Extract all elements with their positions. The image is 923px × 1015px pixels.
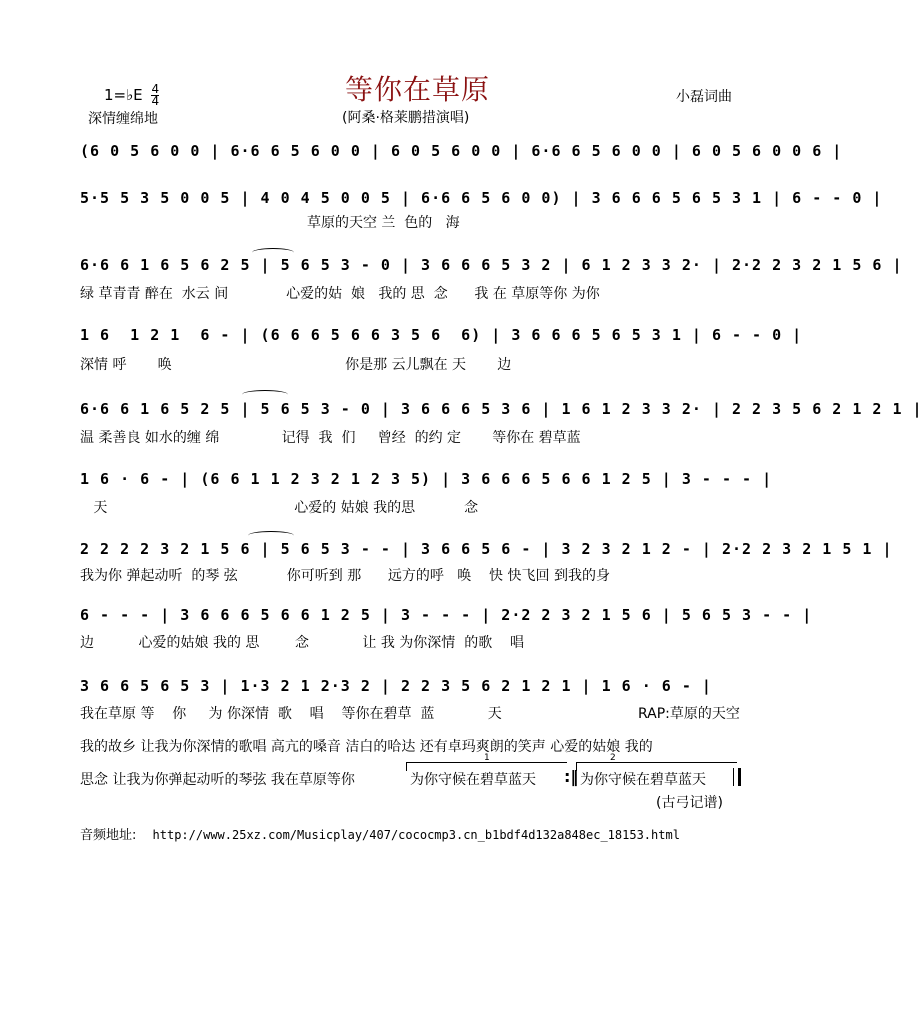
repeat-sign: :‖ xyxy=(564,767,579,786)
notation-row-4: 1 6 1 2 1 6 - | (6 6 6 5 6 6 3 5 6 6) | 3 6 6 6 5 6 5 3 1 | 6 - - 0 | xyxy=(80,326,803,344)
notation-row-8: 6 - - - | 3 6 6 6 5 6 6 1 2 5 | 3 - - - | 2·2 2 3 2 1 5 6 | 5 6 5 3 - - | xyxy=(80,606,813,624)
rap-line-2: 思念 让我为你弹起动听的琴弦 我在草原等你 xyxy=(80,772,355,788)
volta-text-2: 为你守候在碧草蓝天 xyxy=(580,772,706,788)
page-title: 等你在草原 xyxy=(345,73,491,106)
notation-row-9: 3 6 6 5 6 5 3 | 1·3 2 1 2·3 2 | 2 2 3 5 6 2 1 2 1 | 1 6 · 6 - | xyxy=(80,677,712,695)
volta-number-2: 2 xyxy=(610,753,616,763)
notation-row-7: 2 2 2 2 3 2 1 5 6 | 5 6 5 3 - - | 3 6 6 5 6 - | 3 2 3 2 1 2 - | 2·2 2 3 2 1 5 1 | xyxy=(80,540,893,558)
composer-credit: 小磊词曲 xyxy=(676,89,732,105)
key-label: 1=♭E xyxy=(104,86,143,104)
notation-row-1: (6 0 5 6 0 0 | 6·6 6 5 6 0 0 | 6 0 5 6 0 0 | 6·6 6 5 6 0 0 | 6 0 5 6 0 0 6 | xyxy=(80,142,843,160)
tempo-marking: 深情缠绵地 xyxy=(88,111,158,127)
lyric-row-6: 我为你 弹起动听 的琴 弦 你可听到 那 远方的呼 唤 快 快飞回 到我的身 xyxy=(80,568,610,584)
lyric-row-4: 温 柔善良 如水的缠 绵 记得 我 们 曾经 的约 定 等你在 碧草蓝 xyxy=(80,430,581,446)
audio-url-link[interactable]: http://www.25xz.com/Musicplay/407/cococmp3.cn_b1bdf4d132a848ec_18153.html xyxy=(152,828,680,842)
lyric-row-8: 我在草原 等 你 为 你深情 歌 唱 等你在碧草 蓝 天 xyxy=(80,706,502,722)
key-signature xyxy=(104,84,159,107)
notation-row-6: 1 6 · 6 - | (6 6 1 1 2 3 2 1 2 3 5) | 3 6 6 6 5 6 6 1 2 5 | 3 - - - | xyxy=(80,470,773,488)
time-bottom: 4 xyxy=(151,94,160,108)
slur xyxy=(248,531,294,540)
slur xyxy=(242,390,288,399)
audio-label: 音频地址: xyxy=(80,828,137,843)
time-top: 4 xyxy=(151,82,160,96)
lyric-row-1: 草原的天空 兰 色的 海 xyxy=(80,215,460,231)
notation-row-3: 6·6 6 1 6 5 6 2 5 | 5 6 5 3 - 0 | 3 6 6 6 5 3 2 | 6 1 2 3 3 2· | 2·2 2 3 2 1 5 6 | xyxy=(80,256,903,274)
singer-credit: (阿桑·格莱鹏措演唱) xyxy=(342,110,470,126)
lyric-row-7: 边 心爱的姑娘 我的 思 念 让 我 为你深情 的歌 唱 xyxy=(80,635,525,651)
notation-row-5: 6·6 6 1 6 5 2 5 | 5 6 5 3 - 0 | 3 6 6 6 5 3 6 | 1 6 1 2 3 3 2· | 2 2 3 5 6 2 1 2 1 | xyxy=(80,400,923,418)
time-signature xyxy=(151,84,159,107)
transcriber-credit: (古弓记谱) xyxy=(656,795,723,811)
lyric-row-3: 深情 呼 唤 你是那 云儿飘在 天 边 xyxy=(80,357,512,373)
final-barline xyxy=(733,768,741,786)
lyric-row-2: 绿 草青青 醉在 水云 间 心爱的姑 娘 我的 思 念 我 在 草原等你 为你 xyxy=(80,286,600,302)
lyric-row-5: 天 心爱的 姑娘 我的思 念 xyxy=(80,500,479,516)
notation-row-2: 5·5 5 3 5 0 0 5 | 4 0 4 5 0 0 5 | 6·6 6 5 6 0 0) | 3 6 6 6 5 6 5 3 1 | 6 - - 0 | xyxy=(80,189,883,207)
rap-line-1: 我的故乡 让我为你深情的歌唱 高亢的嗓音 洁白的哈达 还有卓玛爽朗的笑声 心爱的姑娘 我的 xyxy=(80,739,653,755)
audio-address xyxy=(80,824,680,843)
rap-label: RAP:草原的天空 xyxy=(638,706,740,722)
volta-number-1: 1 xyxy=(484,753,490,763)
volta-text-1: 为你守候在碧草蓝天 xyxy=(410,772,536,788)
